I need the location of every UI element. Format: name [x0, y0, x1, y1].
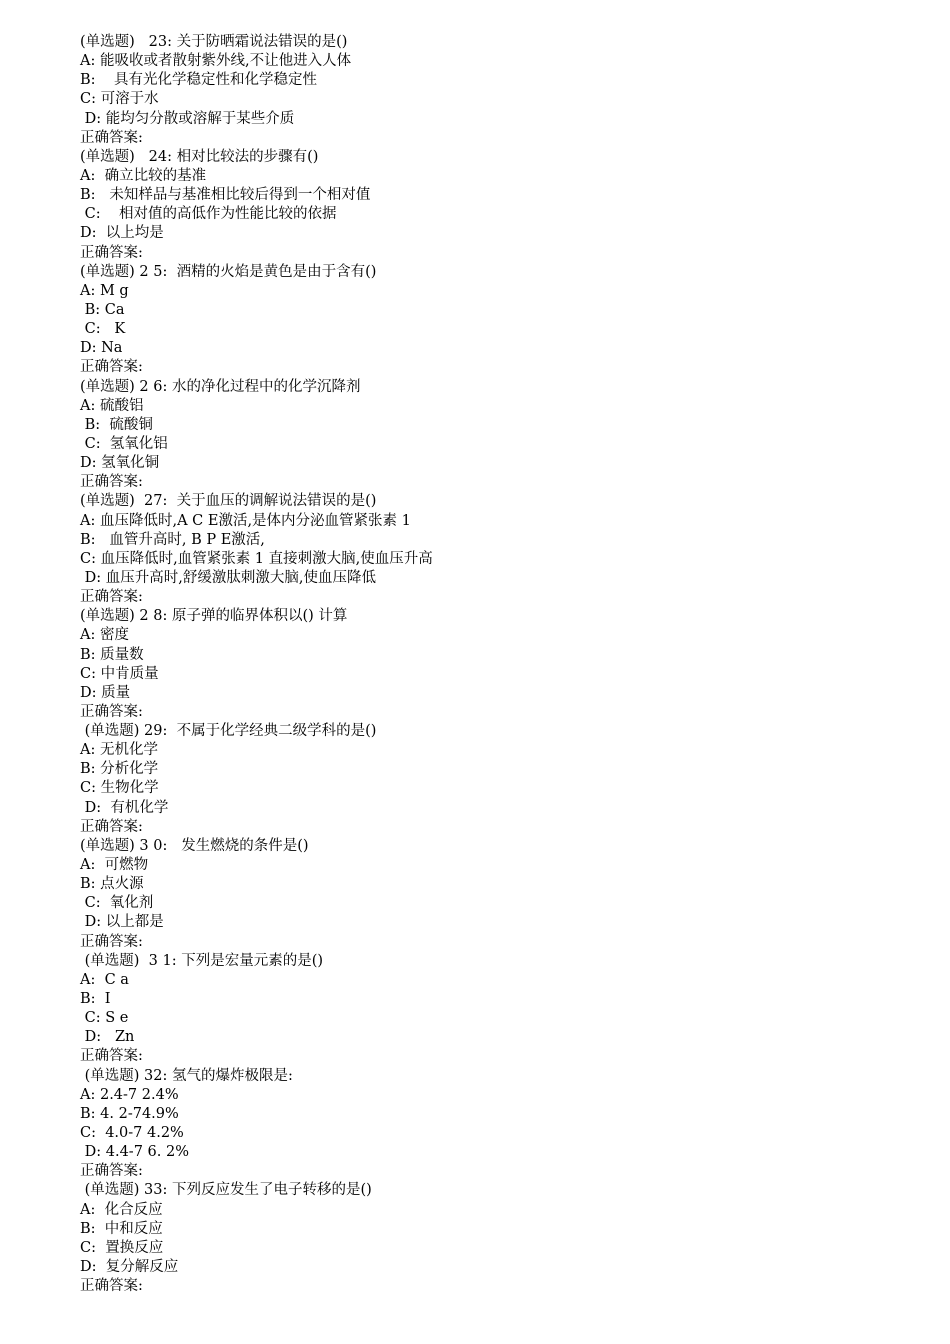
option-d: D: 以上都是: [80, 914, 164, 931]
option-a: A: M g: [80, 282, 129, 299]
question-title: (单选题) 32: 氢气的爆炸极限是:: [80, 1067, 293, 1084]
question-24: [80, 148, 920, 263]
option-a: A: 化合反应: [80, 1201, 163, 1218]
option-d: D: 以上均是: [80, 225, 164, 242]
question-27: [80, 492, 920, 607]
question-title: (单选题) 2 6: 水的净化过程中的化学沉降剂: [80, 378, 361, 395]
option-c: C: 相对值的高低作为性能比较的依据: [80, 206, 337, 223]
question-23: [80, 33, 920, 148]
option-b: B: 4. 2-74.9%: [80, 1105, 179, 1122]
question-title: (单选题) 23: 关于防晒霜说法错误的是(): [80, 34, 348, 50]
answer-label: 正确答案:: [80, 589, 143, 606]
option-a: A: 密度: [80, 627, 129, 644]
option-d: D: 氢氧化铜: [80, 455, 160, 472]
option-a: A: 无机化学: [80, 742, 158, 759]
option-b: B: 中和反应: [80, 1220, 163, 1237]
answer-label: 正确答案:: [80, 703, 143, 720]
option-a: A: 确立比较的基准: [80, 167, 207, 184]
question-33: [80, 1181, 920, 1296]
option-d: D: 质量: [80, 684, 131, 701]
question-title: (单选题) 29: 不属于化学经典二级学科的是(): [80, 723, 377, 740]
option-c: C: K: [80, 321, 126, 338]
answer-label: 正确答案:: [80, 1278, 143, 1295]
option-c: C: 生物化学: [80, 780, 159, 797]
question-30: [80, 837, 920, 952]
option-c: C: 氢氧化铝: [80, 435, 168, 452]
option-d: D: 4.4-7 6. 2%: [80, 1144, 189, 1161]
option-c: C: 中肯质量: [80, 665, 159, 682]
option-a: A: 血压降低时,A C E激活,是体内分泌血管紧张素 1: [80, 512, 411, 529]
option-d: D: 有机化学: [80, 799, 169, 816]
question-25: [80, 263, 920, 378]
answer-label: 正确答案:: [80, 244, 143, 261]
answer-label: 正确答案:: [80, 818, 143, 835]
option-d: D: Na: [80, 340, 123, 357]
question-title: (单选题) 3 1: 下列是宏量元素的是(): [80, 952, 324, 969]
option-c: C: 4.0-7 4.2%: [80, 1125, 184, 1142]
question-title: (单选题) 27: 关于血压的调解说法错误的是(): [80, 493, 377, 510]
option-b: B: 点火源: [80, 876, 144, 893]
question-document: [80, 33, 920, 1296]
option-b: B: Ca: [80, 301, 125, 318]
option-b: B: 未知样品与基准相比较后得到一个相对值: [80, 187, 371, 204]
option-d: D: 复分解反应: [80, 1259, 179, 1275]
option-c: C: 血压降低时,血管紧张素 1 直接刺激大脑,使血压升高: [80, 550, 433, 567]
option-c: C: 置换反应: [80, 1239, 164, 1256]
answer-label: 正确答案:: [80, 359, 143, 376]
option-b: B: 分析化学: [80, 761, 159, 778]
answer-label: 正确答案:: [80, 129, 143, 146]
answer-label: 正确答案:: [80, 933, 143, 950]
question-32: [80, 1067, 920, 1182]
question-29: [80, 722, 920, 837]
option-b: B: I: [80, 991, 111, 1008]
question-title: (单选题) 3 0: 发生燃烧的条件是(): [80, 837, 309, 854]
option-a: A: C a: [80, 971, 129, 988]
question-title: (单选题) 24: 相对比较法的步骤有(): [80, 148, 319, 165]
option-a: A: 2.4-7 2.4%: [80, 1086, 179, 1103]
option-d: D: 血压升高时,舒缓激肽刺激大脑,使血压降低: [80, 569, 376, 586]
question-title: (单选题) 2 8: 原子弹的临界体积以() 计算: [80, 608, 348, 625]
question-31: [80, 952, 920, 1067]
question-title: (单选题) 33: 下列反应发生了电子转移的是(): [80, 1182, 372, 1199]
option-a: A: 可燃物: [80, 857, 149, 874]
option-b: B: 质量数: [80, 646, 144, 663]
answer-label: 正确答案:: [80, 474, 143, 491]
option-b: B: 血管升高时, B P E激活,: [80, 531, 265, 548]
option-b: B: 具有光化学稳定性和化学稳定性: [80, 72, 317, 89]
option-a: A: 能吸收或者散射紫外线,不让他进入人体: [80, 53, 352, 70]
answer-label: 正确答案:: [80, 1163, 143, 1180]
question-26: [80, 378, 920, 493]
option-d: D: 能均匀分散或溶解于某些介质: [80, 110, 295, 127]
option-c: C: 可溶于水: [80, 91, 159, 108]
question-28: [80, 607, 920, 722]
option-d: D: Zn: [80, 1029, 135, 1046]
option-c: C: S e: [80, 1010, 129, 1027]
option-a: A: 硫酸铝: [80, 397, 144, 414]
answer-label: 正确答案:: [80, 1048, 143, 1065]
question-title: (单选题) 2 5: 酒精的火焰是黄色是由于含有(): [80, 263, 377, 280]
option-c: C: 氧化剂: [80, 895, 154, 912]
option-b: B: 硫酸铜: [80, 416, 153, 433]
